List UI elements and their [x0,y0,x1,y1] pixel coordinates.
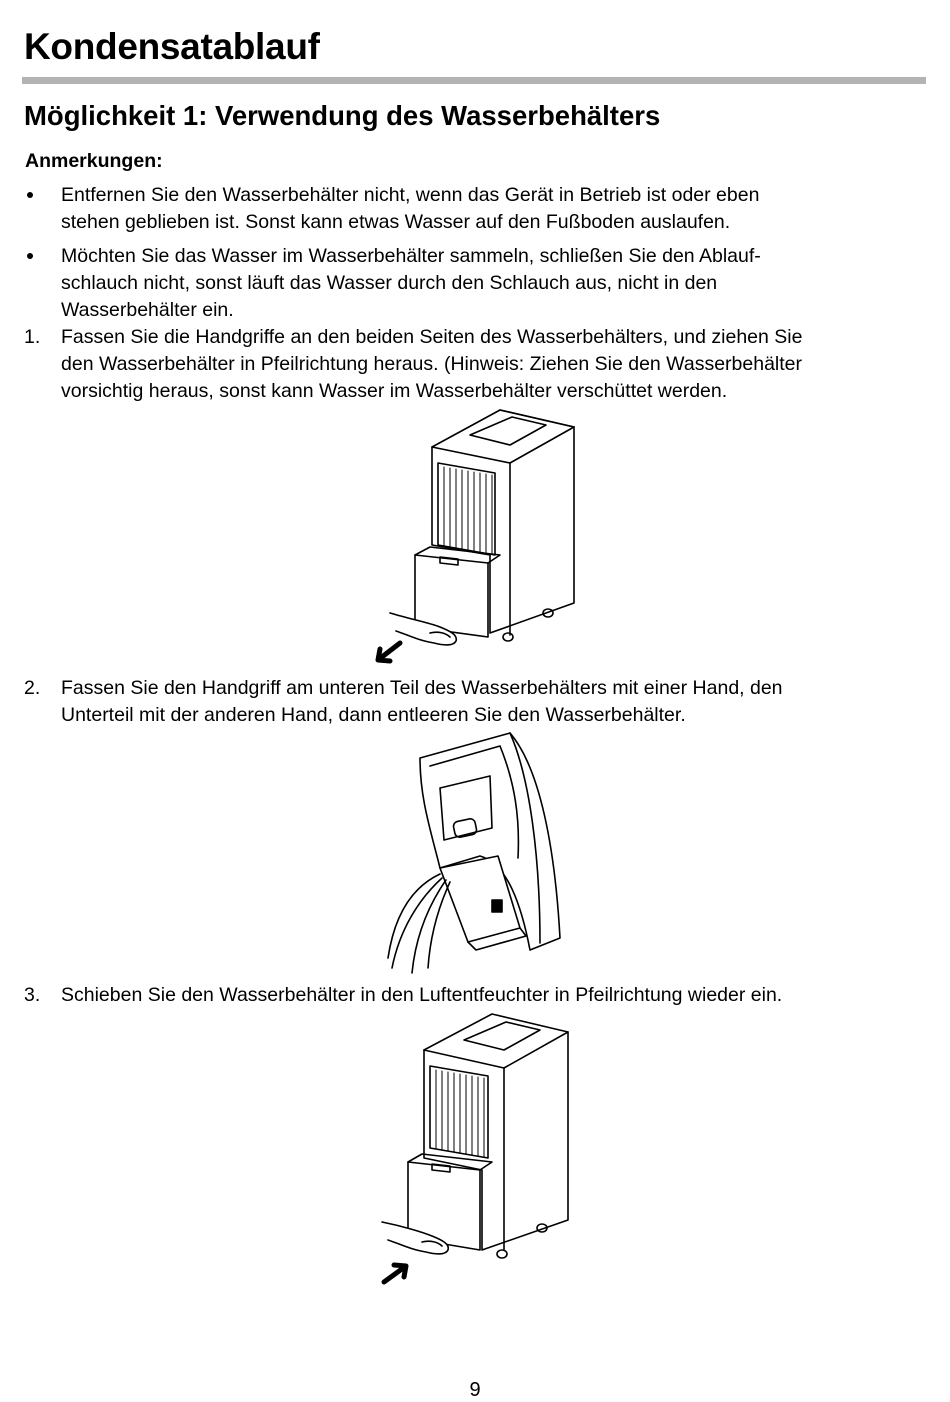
step-line: Fassen Sie den Handgriff am unteren Teil des Wasserbehälters mit einer Hand, den [61,677,783,699]
title-divider [22,77,926,84]
section-subtitle: Möglichkeit 1: Verwendung des Wasserbehälters [24,100,661,131]
page-number: 9 [469,1379,481,1401]
step-number: 1. [24,326,41,348]
bullet-icon [27,192,33,198]
note-line: Wasserbehälter ein. [61,299,234,321]
insert-tank-illustration [360,1010,590,1295]
notes-heading: Anmerkungen: [25,150,163,172]
step-line: Schieben Sie den Wasserbehälter in den Luftentfeuchter in Pfeilrichtung wieder ein. [61,984,783,1006]
note-line: Möchten Sie das Wasser im Wasserbehälter sammeln, schließen Sie den Ablauf- [61,245,761,267]
step-text [61,324,931,405]
step-number: 2. [24,677,41,699]
note-line: stehen geblieben ist. Sonst kann etwas Wasser auf den Fußboden auslaufen. [61,211,731,233]
step-line: Unterteil mit der anderen Hand, dann entleeren Sie den Wasserbehälter. [61,704,686,726]
step-number: 3. [24,984,41,1006]
step-line: vorsichtig heraus, sonst kann Wasser im Wasserbehälter verschüttet werden. [61,380,728,402]
bullet-icon [27,253,33,259]
note-item [61,182,931,236]
step-text [61,982,931,1009]
remove-tank-illustration [360,405,590,670]
note-item [61,243,931,324]
page-title: Kondensatablauf [24,26,320,67]
note-line: schlauch nicht, sonst läuft das Wasser durch den Schlauch aus, nicht in den [61,272,718,294]
empty-tank-illustration [380,728,580,976]
step-line: Fassen Sie die Handgriffe an den beiden Seiten des Wasserbehälters, und ziehen Sie [61,326,803,348]
note-line: Entfernen Sie den Wasserbehälter nicht, wenn das Gerät in Betrieb ist oder eben [61,184,760,206]
step-line: den Wasserbehälter in Pfeilrichtung heraus. (Hinweis: Ziehen Sie den Wasserbehälter [61,353,803,375]
step-text [61,675,931,729]
